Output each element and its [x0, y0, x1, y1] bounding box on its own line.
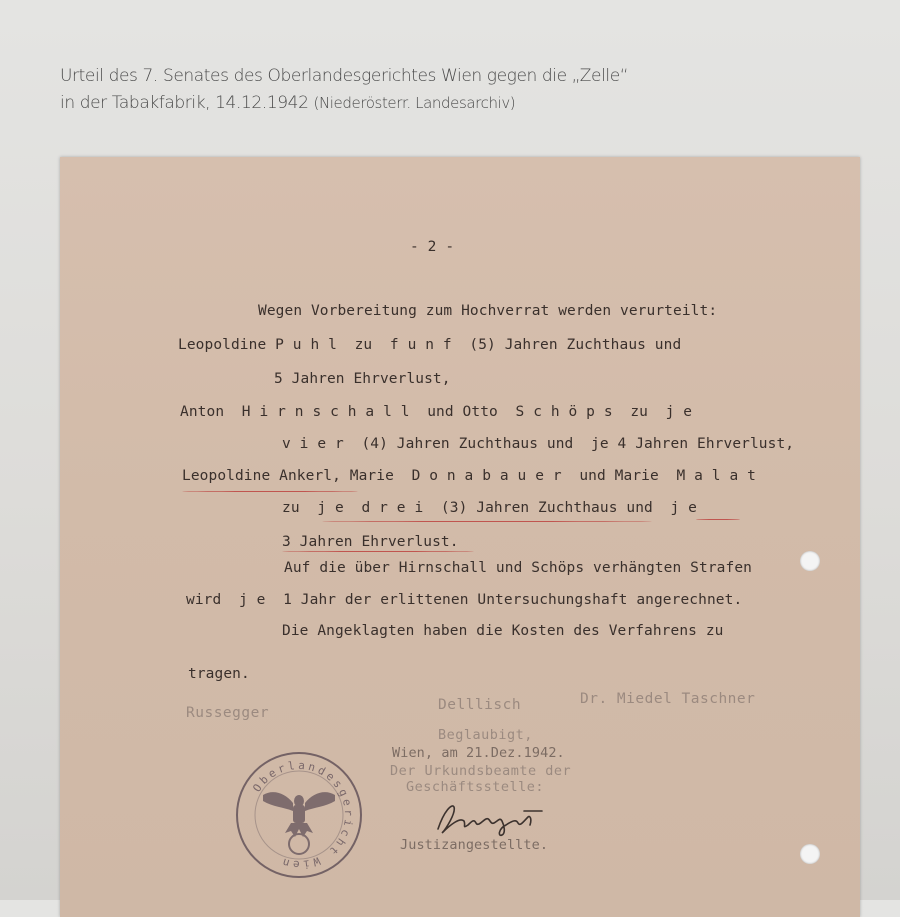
eagle-seal-icon: [233, 749, 365, 881]
verdict-line-7: zu j e d r e i (3) Jahren Zuchthaus und j e: [282, 500, 697, 516]
verdict-line-4: Anton H i r n s c h a l l und Otto S c h ö p s zu j e: [180, 404, 693, 420]
verdict-line-10: wird j e 1 Jahr der erlittenen Untersuchungshaft angerechnet.: [186, 592, 743, 608]
seal-text: Oberlandesgericht Wien: [250, 758, 356, 872]
caption-date-text: in der Tabakfabrik, 14.12.1942: [60, 93, 309, 113]
red-underline: [282, 551, 474, 552]
red-underline: [182, 491, 358, 492]
verdict-line-12: tragen.: [188, 666, 250, 682]
verdict-line-11: Die Angeklagten haben die Kosten des Verfahrens zu: [282, 623, 724, 639]
handwritten-signature-icon: [432, 799, 547, 839]
verdict-line-3: 5 Jahren Ehrverlust,: [274, 371, 451, 387]
verdict-line-1: Wegen Vorbereitung zum Hochverrat werden verurteilt:: [258, 303, 718, 319]
verdict-line-5: v i e r (4) Jahren Zuchthaus und je 4 Jahren Ehrverlust,: [282, 436, 795, 452]
caption-line-1: Urteil des 7. Senates des Oberlandesgerichtes Wien gegen die „Zelle“: [60, 66, 629, 86]
verdict-line-6: Leopoldine Ankerl, Marie D o n a b a u e r und Marie M a l a t: [182, 468, 756, 484]
red-underline: [322, 521, 652, 522]
judge-name-2: Delllisch: [438, 697, 522, 713]
caption-source: (Niederösterr. Landesarchiv): [313, 94, 516, 112]
certification-line-4: Geschäftsstelle:: [406, 779, 545, 795]
red-underline: [696, 519, 740, 520]
judge-name-1: Russegger: [186, 705, 270, 721]
caption: [60, 63, 840, 117]
certification-line-2: Wien, am 21.Dez.1942.: [392, 745, 565, 761]
document-page: [60, 157, 860, 917]
caption-line-2: [60, 90, 840, 117]
certification-line-1: Beglaubigt,: [438, 727, 533, 743]
signature-title: Justizangestellte.: [400, 837, 549, 853]
verdict-line-2: Leopoldine P u h l zu f u n f (5) Jahren Zuchthaus und: [178, 337, 682, 353]
judge-name-3: Dr. Miedel Taschner: [580, 691, 756, 707]
certification-line-3: Der Urkundsbeamte der: [390, 763, 572, 779]
punch-hole: [800, 551, 820, 571]
verdict-line-8: 3 Jahren Ehrverlust.: [282, 534, 459, 550]
punch-hole: [800, 844, 820, 864]
verdict-line-9: Auf die über Hirnschall und Schöps verhängten Strafen: [284, 560, 752, 576]
page-number: - 2 -: [410, 239, 455, 255]
